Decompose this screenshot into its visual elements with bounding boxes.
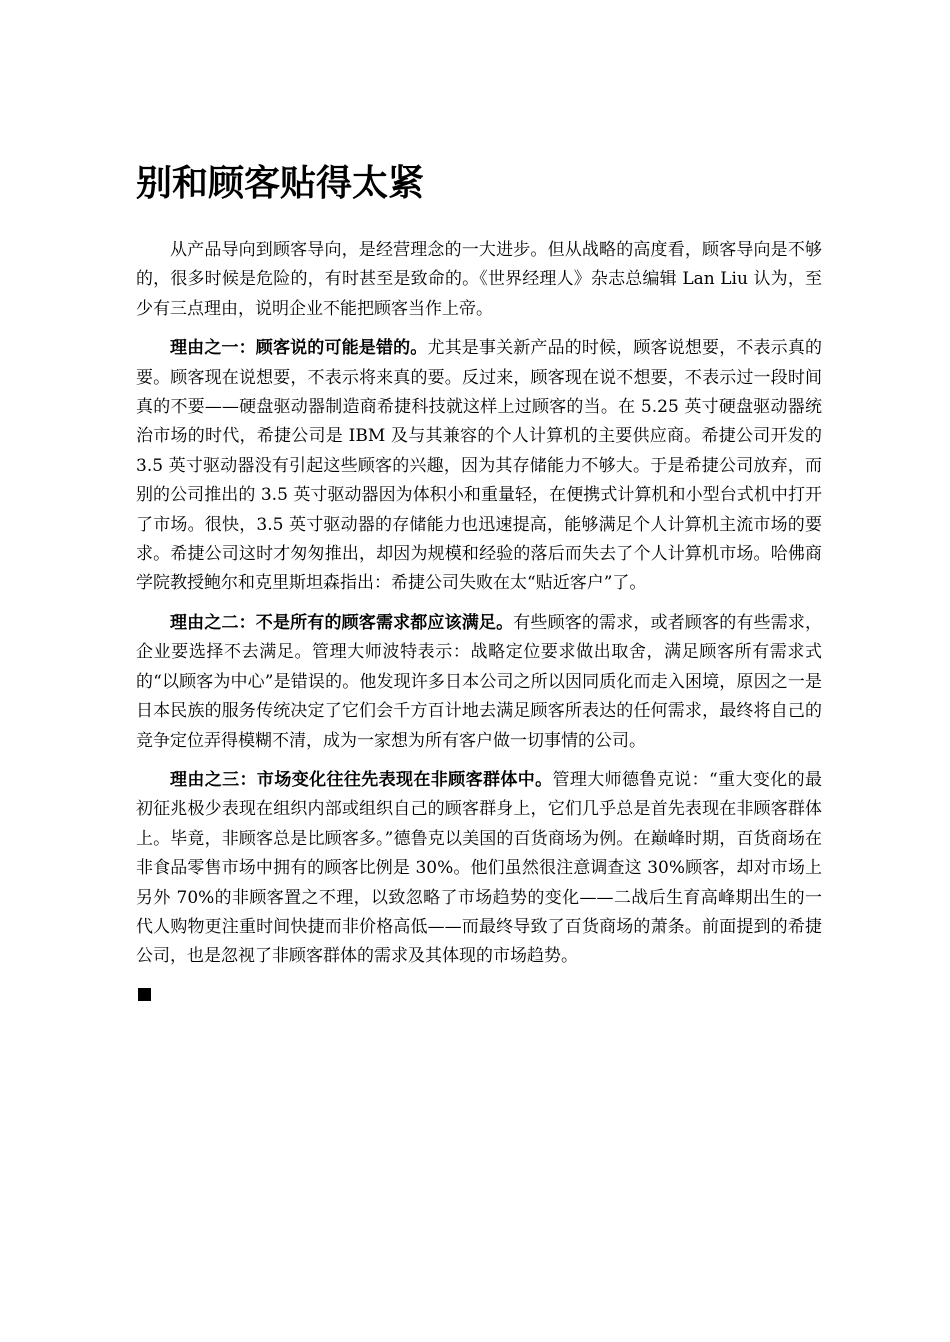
reason-paragraph-3: [136, 766, 822, 972]
reason-paragraph-1: [136, 334, 822, 599]
reason-lead-3: 理由之三：市场变化往往先表现在非顾客群体中。: [170, 769, 553, 790]
intro-paragraph: 从产品导向到顾客导向，是经营理念的一大进步。但从战略的高度看，顾客导向是不够的，很多时候是危险的，有时甚至是致命的。《世界经理人》杂志总编辑 Lan Liu 认为，至少有三点理由，说明企业不能把顾客当作上帝。: [136, 240, 822, 319]
reason-body-2: 有些顾客的需求，或者顾客的有些需求，企业要选择不去满足。管理大师波特表示：战略定位要求做出取舍，满足顾客所有需求式的“以顾客为中心”是错误的。他发现许多日本公司之所以因同质化而走入困境，原因之一是日本民族的服务传统决定了它们会千方百计地去满足顾客所表达的任何需求，最终将自己的竞争定位弄得模糊不清，成为一家想为所有客户做一切事情的公司。: [136, 612, 823, 751]
reason-body-1: 尤其是事关新产品的时候，顾客说想要，不表示真的要。顾客现在说想要，不表示将来真的要。反过来，顾客现在说不想要，不表示过一段时间真的不要——硬盘驱动器制造商希捷科技就这样上过顾客的当。在 5.25 英寸硬盘驱动器统治市场的时代，希捷公司是 IBM 及与其兼容的个人计算机的主要供应商。希捷公司开发的 3.5 英寸驱动器没有引起这些顾客的兴趣，因为其存储能力不够大。于是希捷公司放弃，而别的公司推出的 3.5 英寸驱动器因为体积小和重量轻，在便携式计算机和小型台式机中打开了市场。很快，3.5 英寸驱动器的存储能力也迅速提高，能够满足个人计算机主流市场的要求。希捷公司这时才匆匆推出，却因为规模和经验的落后而失去了个人计算机市场。哈佛商学院教授鲍尔和克里斯坦森指出：希捷公司失败在太“贴近客户”了。: [136, 338, 823, 594]
black-square-icon: [138, 988, 151, 1001]
article: [136, 160, 822, 1006]
reason-paragraph-2: [136, 609, 822, 756]
reason-body-3: 管理大师德鲁克说：“重大变化的最初征兆极少表现在组织内部或组织自己的顾客群身上，它们几乎总是首先表现在非顾客群体上。毕竟，非顾客总是比顾客多。”德鲁克以美国的百货商场为例。在巅峰时期，百货商场在非食品零售市场中拥有的顾客比例是 30%。他们虽然很注意调查这 30%顾客，却对市场上另外 70%的非顾客置之不理，以致忽略了市场趋势的变化——二战后生育高峰期出生的一代人购物更注重时间快捷而非价格高低——而最终导致了百货商场的萧条。前面提到的希捷公司，也是忽视了非顾客群体的需求及其体现的市场趋势。: [136, 769, 822, 967]
reason-lead-2: 理由之二：不是所有的顾客需求都应该满足。: [170, 612, 514, 633]
article-title: 别和顾客贴得太紧: [136, 163, 425, 204]
end-of-article-mark: [136, 982, 822, 1006]
reason-lead-1: 理由之一：顾客说的可能是错的。: [170, 338, 428, 359]
